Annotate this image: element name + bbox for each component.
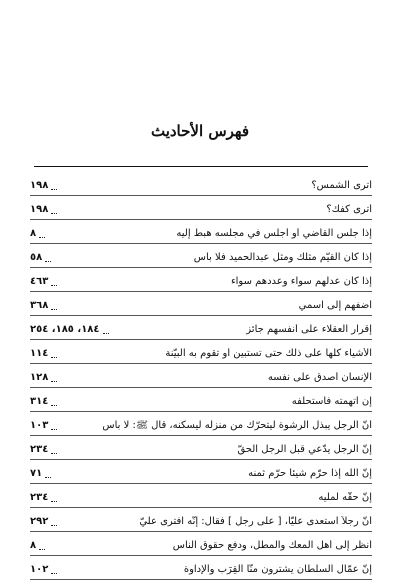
dot-leader <box>51 573 57 574</box>
page-title: فهرس الأحاديث <box>150 122 250 140</box>
entry-page-number: ٢٣٤ <box>30 444 49 455</box>
entry-page-number: ٥٨ <box>30 252 43 263</box>
index-entry <box>30 268 372 292</box>
entry-text: أترى الشمس؟ <box>311 180 372 191</box>
index-entry <box>30 196 372 220</box>
entry-page-number: ١٠٣ <box>30 420 49 431</box>
entry-page-number: ١٩٨ <box>30 204 49 215</box>
index-entry <box>30 364 372 388</box>
index-entry <box>30 388 372 412</box>
index-entry <box>30 340 372 364</box>
dot-leader <box>51 453 57 454</box>
dot-leader <box>51 525 57 526</box>
entry-text: إذا كان القيّم مثلك ومثل عبدالحميد فلا بأس <box>193 252 372 263</box>
dot-leader <box>51 189 57 190</box>
dot-leader <box>39 237 45 238</box>
entry-text: إنّ الرجل يدّعي قبل الرجل الحقّ <box>237 444 372 455</box>
entry-text: إذا جلس القاضي أو أجلس في مجلسه هبط إليه <box>176 228 372 239</box>
dot-leader <box>51 309 57 310</box>
index-entry <box>30 556 372 580</box>
entry-text: إقرار العقلاء على أنفسهم جائز <box>246 324 372 335</box>
entry-page-number: ٢٣٤ <box>30 492 49 503</box>
dot-leader <box>39 549 45 550</box>
entry-page-number: ٨ <box>30 228 37 239</box>
entry-text: أنّ رجلاً استعدى عليّاً، [ على رجل ] فقال: إنّه افترى عليّ <box>139 516 372 527</box>
index-entry <box>30 436 372 460</box>
hadith-index-list <box>30 172 372 580</box>
entry-page-number: ١٨٤، ١٨٥، ٢٥٤ <box>30 324 100 335</box>
entry-page-number: ٤٦٣ <box>30 276 49 287</box>
entry-page-number: ٧١ <box>30 468 43 479</box>
dot-leader <box>51 357 57 358</box>
entry-text: إذا كان عدلهم سواء وعددهم سواء <box>230 276 372 287</box>
index-entry <box>30 532 372 556</box>
entry-page-number: ١٩٨ <box>30 180 49 191</box>
dot-leader <box>103 333 109 334</box>
index-entry <box>30 172 372 196</box>
index-entry <box>30 220 372 244</box>
entry-text: الأشياء كلّها على ذلك حتى تستبين أو تقوم به البيّنة <box>165 348 372 359</box>
index-entry <box>30 316 372 340</box>
index-entry <box>30 484 372 508</box>
entry-text: إنّ الله إذا حرّم شيئاً حرّم ثمنه <box>248 468 372 479</box>
dot-leader <box>45 477 51 478</box>
entry-text: أترى كفك؟ <box>326 204 372 215</box>
index-entry <box>30 244 372 268</box>
entry-page-number: ١١٤ <box>30 348 49 359</box>
entry-text: أضفهم إلى اسمي <box>298 300 372 311</box>
index-entry <box>30 412 372 436</box>
entry-page-number: ٣١٤ <box>30 396 49 407</box>
entry-page-number: ١٠٢ <box>30 564 49 575</box>
entry-text: إنّ حقّه لمليه <box>318 492 372 503</box>
title-divider <box>34 166 368 167</box>
dot-leader <box>51 285 57 286</box>
index-entry <box>30 460 372 484</box>
dot-leader <box>51 381 57 382</box>
entry-text: إن اتهمته فاستحلفه <box>291 396 372 407</box>
dot-leader <box>51 429 57 430</box>
entry-page-number: ٨ <box>30 540 37 551</box>
dot-leader <box>51 213 57 214</box>
entry-text: أنظر إلى أهل المعك والمطل، ودفع حقوق الناس <box>172 540 372 551</box>
index-entry <box>30 508 372 532</box>
entry-text: الإنسان أصدق على نفسه <box>267 372 372 383</box>
dot-leader <box>45 261 51 262</box>
dot-leader <box>51 501 57 502</box>
entry-text: إنّ عمّال السلطان يشترون منّا القِرَب والإداوة <box>183 564 372 575</box>
dot-leader <box>51 405 57 406</box>
entry-page-number: ١٢٨ <box>30 372 49 383</box>
entry-text: أنّ الرجل يبذل الرشوة ليتحرّك من منزله ليسكنه، قال ﷺ: لا بأس <box>102 420 372 431</box>
entry-page-number: ٣٦٨ <box>30 300 49 311</box>
index-entry <box>30 292 372 316</box>
entry-page-number: ٢٩٢ <box>30 516 49 527</box>
